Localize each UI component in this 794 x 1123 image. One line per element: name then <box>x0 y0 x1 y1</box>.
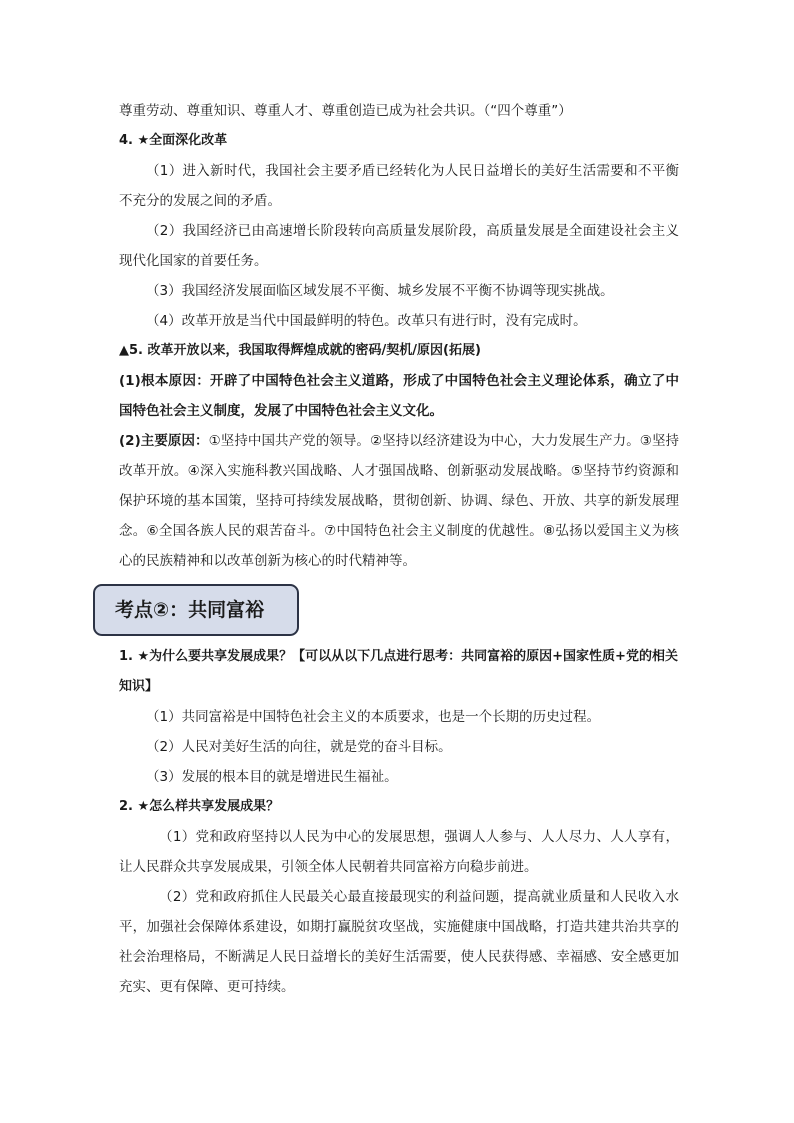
paragraph-party-goal: （2）人民对美好生活的向往，就是党的奋斗目标。 <box>146 739 452 755</box>
paragraph-high-quality-development: （2）我国经济已由高速增长阶段转向高质量发展阶段，高质量发展是全面建设社会主义现代化国家的首要任务。 <box>119 223 679 269</box>
section-title-common-prosperity: 考点②：共同富裕 <box>93 584 299 636</box>
paragraph-main-reasons <box>119 426 679 576</box>
paragraph-fundamental-purpose: （3）发展的根本目的就是增进民生福祉。 <box>146 769 398 785</box>
page-content <box>115 96 680 1002</box>
paragraph-regional-imbalance: （3）我国经济发展面临区域发展不平衡、城乡发展不平衡不协调等现实挑战。 <box>146 283 614 299</box>
paragraph-livelihood: （2）党和政府抓住人民最关心最直接最现实的利益问题，提高就业质量和人民收入水平，加强社会保障体系建设，如期打赢脱贫攻坚战，实施健康中国战略，打造共建共治共享的社会治理格局，不断满足人民日益增长的美好生活需要，使人民获得感、幸福感、安全感更加充实、更有保障、更可持续。 <box>119 889 679 995</box>
paragraph-fundamental-reason: (1)根本原因：开辟了中国特色社会主义道路，形成了中国特色社会主义理论体系，确立了中国特色社会主义制度，发展了中国特色社会主义文化。 <box>119 373 679 419</box>
heading-why-share: 1. ★为什么要共享发展成果？【可以从以下几点进行思考：共同富裕的原因+国家性质+党的相关知识】 <box>119 649 678 694</box>
heading-deepen-reform: 4. ★全面深化改革 <box>119 133 228 148</box>
paragraph-reform-opening: （4）改革开放是当代中国最鲜明的特色。改革只有进行时，没有完成时。 <box>146 313 587 329</box>
paragraph-people-centered: （1）党和政府坚持以人民为中心的发展思想，强调人人参与、人人尽力、人人享有，让人民群众共享发展成果，引领全体人民朝着共同富裕方向稳步前进。 <box>119 829 679 875</box>
heading-how-share: 2. ★怎么样共享发展成果？ <box>119 799 280 814</box>
paragraph-main-contradiction: （1）进入新时代，我国社会主要矛盾已经转化为人民日益增长的美好生活需要和不平衡不充分的发展之间的矛盾。 <box>119 163 679 209</box>
paragraph-essential-requirement: （1）共同富裕是中国特色社会主义的本质要求，也是一个长期的历史过程。 <box>146 709 601 725</box>
main-reasons-text: ①坚持中国共产党的领导。②坚持以经济建设为中心，大力发展生产力。③坚持改革开放。④深入实施科教兴国战略、人才强国战略、创新驱动发展战略。⑤坚持节约资源和保护环境的基本国策，坚持可持续发展战略，贯彻创新、协调、绿色、开放、共享的新发展理念。⑥全国各族人民的艰苦奋斗。⑦中国特色社会主义制度的优越性。⑧弘扬以爱国主义为核心的民族精神和以改革创新为核心的时代精神等。 <box>119 433 680 569</box>
main-reasons-label: (2)主要原因： <box>119 433 209 449</box>
continuation-line: 尊重劳动、尊重知识、尊重人才、尊重创造已成为社会共识。（“四个尊重”） <box>119 103 572 119</box>
heading-achievement-reasons: ▲5. 改革开放以来，我国取得辉煌成就的密码/契机/原因(拓展) <box>119 343 481 358</box>
